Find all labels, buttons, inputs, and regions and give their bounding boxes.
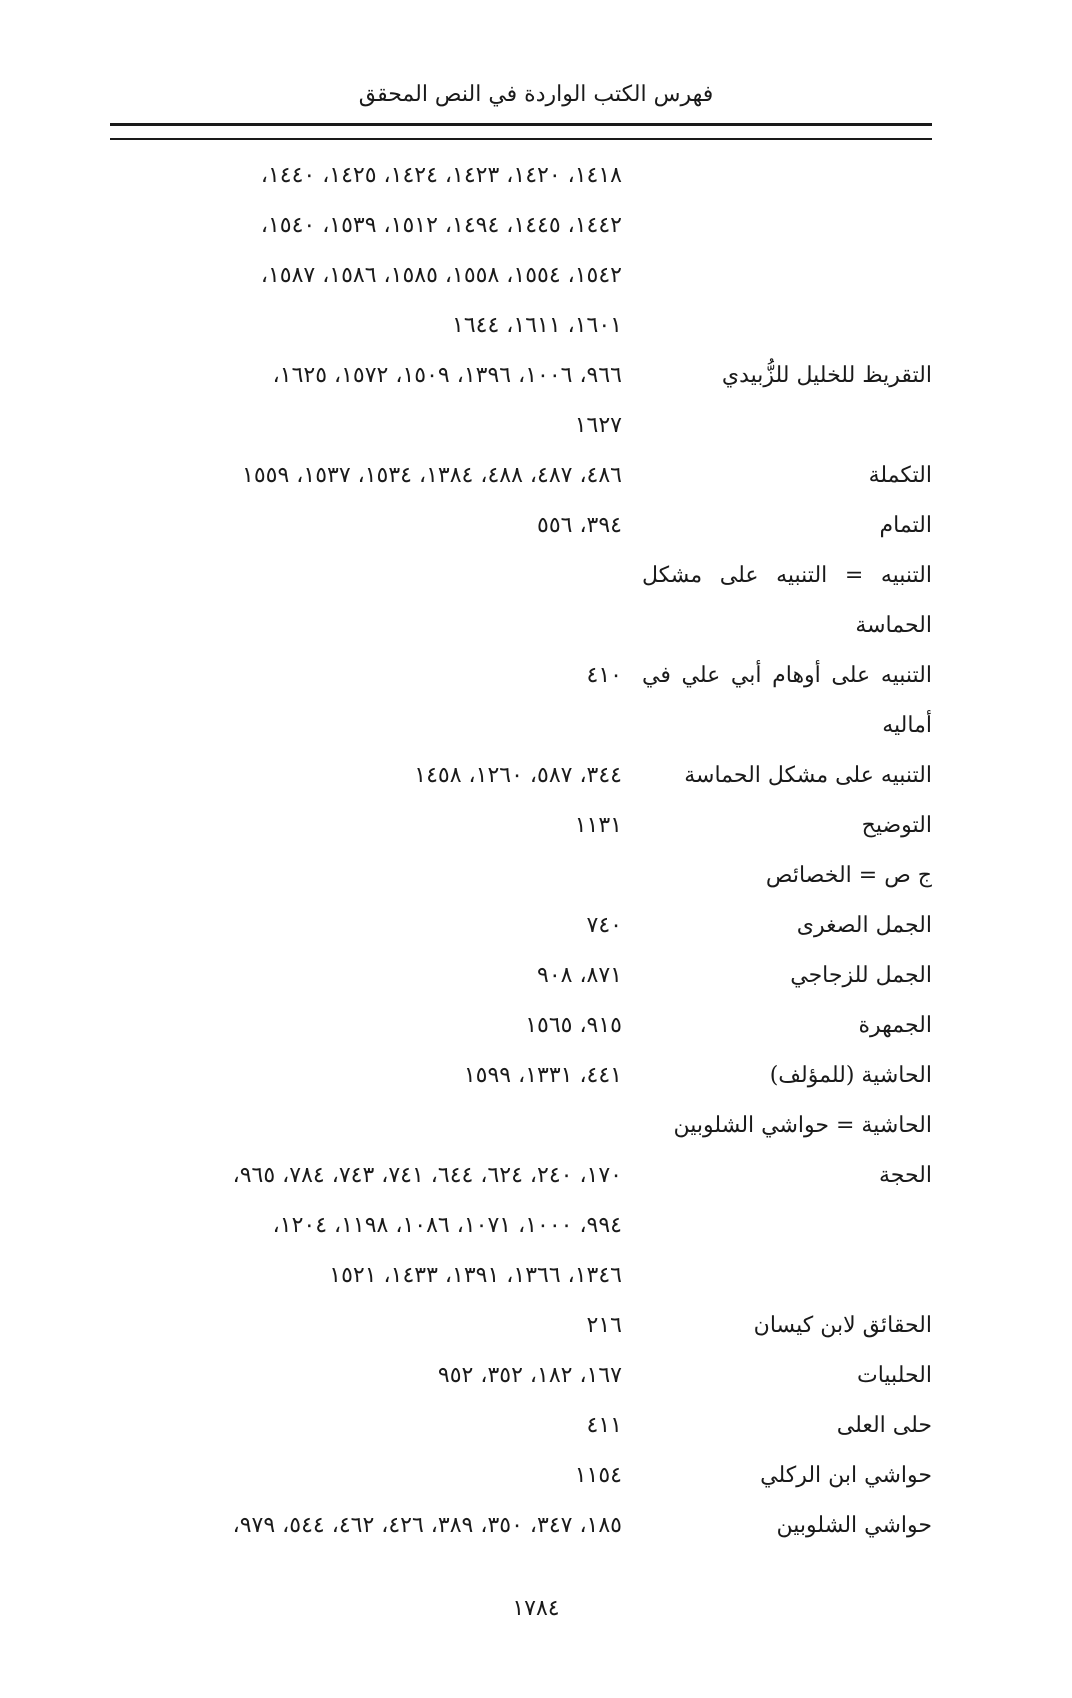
index-entry-line: [110, 1455, 932, 1505]
index-entry-pages: ١٥٤٢، ١٥٥٤، ١٥٥٨، ١٥٨٥، ١٥٨٦، ١٥٨٧،: [260, 263, 622, 288]
index-entry-line: [110, 705, 932, 755]
index-entry-pages: ٩١٥، ١٥٦٥: [525, 1013, 622, 1038]
index-entry-pages: ١٤١٨، ١٤٢٠، ١٤٢٣، ١٤٢٤، ١٤٢٥، ١٤٤٠،: [260, 163, 622, 188]
index-entry-line: [110, 805, 932, 855]
index-entry-line: [110, 1155, 932, 1205]
index-entry-pages: ١١٣١: [574, 813, 622, 838]
index-entry-pages: ١٣٤٦، ١٣٦٦، ١٣٩١، ١٤٣٣، ١٥٢١: [329, 1263, 622, 1288]
index-entry-title: التكملة: [868, 463, 932, 488]
index-entry-title: الحلبيات: [857, 1363, 932, 1388]
index-entry-title: الجمل للزجاجي: [790, 963, 932, 988]
index-entry-pages: ١٦٧، ١٨٢، ٣٥٢، ٩٥٢: [437, 1363, 622, 1388]
index-entry-title: الحقائق لابن كيسان: [753, 1313, 932, 1338]
index-entry-line: [110, 155, 932, 205]
index-entry-line: [110, 205, 932, 255]
index-entry-pages: ٨٧١، ٩٠٨: [537, 963, 622, 988]
index-entry-pages: ٤٨٦، ٤٨٧، ٤٨٨، ١٣٨٤، ١٥٣٤، ١٥٣٧، ١٥٥٩: [242, 463, 622, 488]
index-entry-title: التمام: [879, 513, 932, 538]
index-entry-line: [110, 1355, 932, 1405]
index-entry-title: الحجة: [878, 1163, 932, 1188]
header-rule-thick: [110, 123, 932, 126]
index-entry-line: [110, 1505, 932, 1555]
index-entry-title: الجمل الصغرى: [796, 913, 932, 938]
index-entry-title: حواشي ابن الركلي: [760, 1463, 932, 1488]
index-entry-title: التقريظ للخليل للزُّبيدي: [721, 363, 932, 388]
index-entry-pages: ١٨٥، ٣٤٧، ٣٥٠، ٣٨٩، ٤٢٦، ٤٦٢، ٥٤٤، ٩٧٩،: [232, 1513, 622, 1538]
index-entry-line: [110, 755, 932, 805]
index-entry-pages: ١٧٠، ٢٤٠، ٦٢٤، ٦٤٤، ٧٤١، ٧٤٣، ٧٨٤، ٩٦٥،: [232, 1163, 622, 1188]
book-index-list: [110, 155, 932, 1555]
index-entry-line: [110, 355, 932, 405]
index-entry-pages: ٩٩٤، ١٠٠٠، ١٠٧١، ١٠٨٦، ١١٩٨، ١٢٠٤،: [272, 1213, 622, 1238]
index-entry-title: حلى العلى: [836, 1413, 932, 1438]
index-entry-title: الحماسة: [855, 613, 932, 638]
index-entry-line: [110, 605, 932, 655]
index-entry-line: [110, 905, 932, 955]
index-entry-line: [110, 855, 932, 905]
index-entry-line: [110, 405, 932, 455]
index-entry-title: التنبيه = التنبيه على مشكل: [642, 563, 932, 588]
index-entry-line: [110, 1105, 932, 1155]
index-entry-pages: ١١٥٤: [574, 1463, 622, 1488]
index-entry-title: الحاشية (للمؤلف): [769, 1063, 932, 1088]
index-entry-line: [110, 455, 932, 505]
index-entry-title: الحاشية = حواشي الشلوبين: [673, 1113, 932, 1138]
index-entry-title: التوضيح: [861, 813, 932, 838]
index-entry-line: [110, 655, 932, 705]
running-header: فهرس الكتب الواردة في النص المحقق: [358, 82, 714, 107]
index-entry-pages: ٢١٦: [586, 1313, 622, 1338]
header-rule-thin: [110, 138, 932, 140]
index-entry-pages: ٣٩٤، ٥٥٦: [537, 513, 622, 538]
index-entry-line: [110, 1305, 932, 1355]
index-entry-line: [110, 955, 932, 1005]
index-entry-pages: ٤١١: [586, 1413, 622, 1438]
index-entry-line: [110, 1405, 932, 1455]
index-entry-line: [110, 1205, 932, 1255]
index-entry-title: الجمهرة: [858, 1013, 932, 1038]
index-entry-pages: ١٦٠١، ١٦١١، ١٦٤٤: [452, 313, 622, 338]
index-entry-title: التنبيه على أوهام أبي علي في: [642, 663, 932, 688]
index-entry-pages: ١٦٢٧: [574, 413, 622, 438]
index-entry-line: [110, 255, 932, 305]
index-entry-title: التنبيه على مشكل الحماسة: [684, 763, 932, 788]
index-entry-title: ج ص = الخصائص: [765, 863, 932, 888]
page-number: ١٧٨٤: [512, 1596, 560, 1621]
index-entry-line: [110, 505, 932, 555]
index-entry-pages: ١٤٤٢، ١٤٤٥، ١٤٩٤، ١٥١٢، ١٥٣٩، ١٥٤٠،: [260, 213, 622, 238]
index-entry-line: [110, 1055, 932, 1105]
index-entry-pages: ٧٤٠: [586, 913, 622, 938]
index-entry-title: أماليه: [882, 713, 932, 738]
index-entry-line: [110, 555, 932, 605]
index-entry-pages: ٣٤٤، ٥٨٧، ١٢٦٠، ١٤٥٨: [414, 763, 622, 788]
index-entry-line: [110, 1005, 932, 1055]
index-entry-pages: ٩٦٦، ١٠٠٦، ١٣٩٦، ١٥٠٩، ١٥٧٢، ١٦٢٥،: [272, 363, 622, 388]
index-entry-line: [110, 1255, 932, 1305]
index-entry-line: [110, 305, 932, 355]
index-entry-pages: ٤٤١، ١٣٣١، ١٥٩٩: [463, 1063, 622, 1088]
index-entry-title: حواشي الشلوبين: [776, 1513, 932, 1538]
index-entry-pages: ٤١٠: [586, 663, 622, 688]
